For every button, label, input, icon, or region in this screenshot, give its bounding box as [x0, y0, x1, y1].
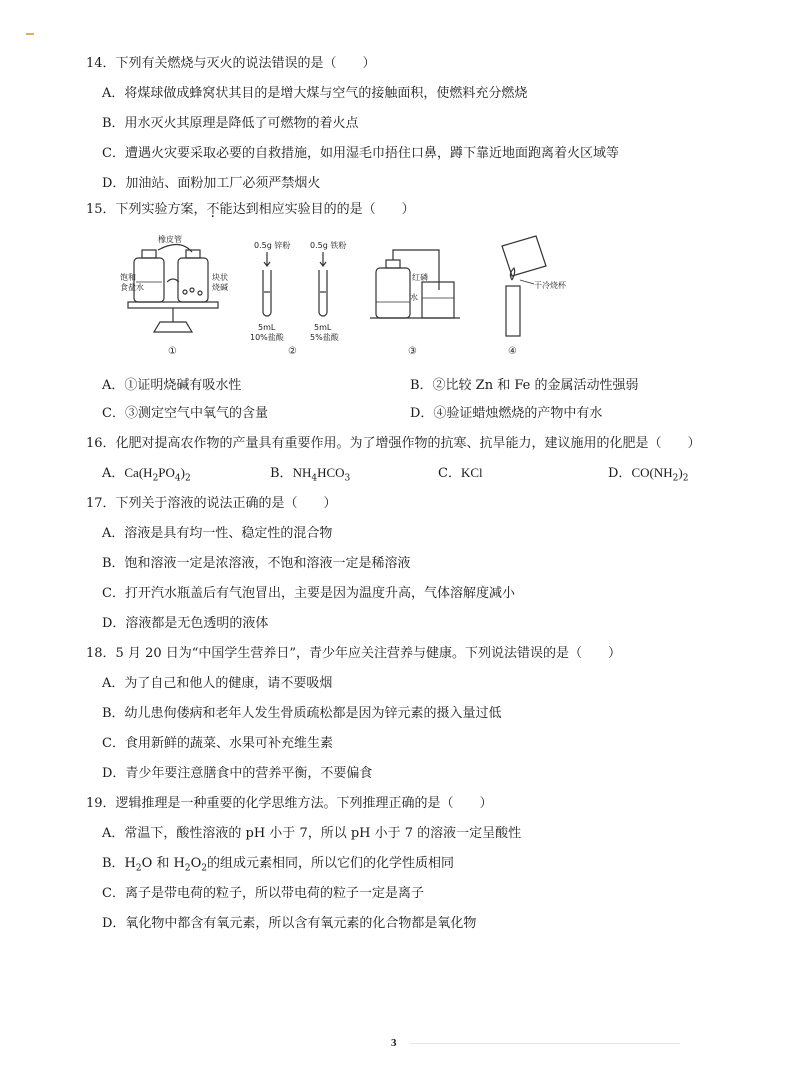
- corner-mark: [26, 33, 34, 35]
- question-14-stem: 14．下列有关燃烧与灭火的说法错误的是（ ）: [86, 56, 376, 71]
- q18-option-c: C．食用新鲜的蔬菜、水果可补充维生素: [102, 736, 333, 751]
- q19-option-b: B．$H_2O$ 和 $H_2O_2$的组成元素相同，所以它们的化学性质相同: [102, 856, 455, 874]
- q18-option-b: B．幼儿患佝偻病和老年人发生骨质疏松都是因为锌元素的摄入量过低: [102, 706, 502, 721]
- fig3-label-2: 水: [410, 293, 418, 302]
- q16-option-b: B．$NH_4HCO_3$: [270, 465, 351, 484]
- question-15-stem: [86, 198, 415, 217]
- q19-option-d: D．氧化物中都含有氧元素，所以含有氧元素的化合物都是氧化物: [102, 916, 477, 931]
- fig2-label-bottom-2b: 5%盐酸: [310, 333, 339, 342]
- figure-2-test-tubes: [263, 252, 327, 316]
- page-number: 3: [391, 1037, 397, 1049]
- q19-option-a: A．常温下，酸性溶液的 pH 小于 7，所以 pH 小于 7 的溶液一定呈酸性: [102, 826, 522, 841]
- q17-option-c: C．打开汽水瓶盖后有气泡冒出，主要是因为温度升高，气体溶解度减小: [102, 586, 515, 601]
- fig1-label-left-2: 食盐水: [120, 283, 144, 292]
- q15-option-c: C．③测定空气中氧气的含量: [102, 406, 268, 421]
- q17-option-b: B．饱和溶液一定是浓溶液，不饱和溶液一定是稀溶液: [102, 556, 411, 571]
- q15-apparatus-diagram: [120, 230, 570, 365]
- q16-option-a: A．$Ca(H_2PO_4)_2$: [102, 465, 191, 484]
- figure-3-flask-beaker: [370, 250, 460, 318]
- q15-option-b: B．②比较 Zn 和 Fe 的金属活动性强弱: [410, 378, 639, 393]
- fig2-label-bottom-1a: 5mL: [258, 323, 276, 332]
- footer-divider: [410, 1043, 680, 1044]
- q15-figures: [120, 230, 570, 365]
- q19-option-c: C．离子是带电荷的粒子，所以带电荷的粒子一定是离子: [102, 886, 424, 901]
- question-17-stem: 17．下列关于溶液的说法正确的是（ ）: [86, 496, 337, 511]
- fig1-label-right-1: 块状: [212, 273, 228, 282]
- q18-option-d: D．青少年要注意膳食中的营养平衡，不要偏食: [102, 766, 373, 781]
- fig1-number: ①: [168, 346, 177, 357]
- question-19-stem: 19．逻辑推理是一种重要的化学思维方法。下列推理正确的是（ ）: [86, 796, 493, 811]
- q14-option-b: B．用水灭火其原理是降低了可燃物的着火点: [102, 116, 359, 131]
- q15-option-a: A．①证明烧碱有吸水性: [102, 378, 242, 393]
- fig2-number: ②: [288, 346, 297, 357]
- q16-option-c: C．KCl: [438, 465, 483, 481]
- q18-option-a: A．为了自己和他人的健康，请不要吸烟: [102, 676, 333, 691]
- q15-stem-emphasis: 不能: [206, 202, 233, 217]
- q15-stem-pre: 15．下列实验方案，: [86, 202, 207, 217]
- q16-option-d: D．$CO(NH_2)_2$: [608, 465, 689, 484]
- fig3-number: ③: [408, 346, 417, 357]
- q17-option-d: D．溶液都是无色透明的液体: [102, 616, 269, 631]
- fig2-label-top-2: 0.5g 铁粉: [310, 241, 347, 250]
- fig1-label-left-1: 饱和: [120, 273, 136, 282]
- fig4-label-1: 干冷烧杯: [534, 281, 566, 290]
- fig2-label-bottom-2a: 5mL: [314, 323, 332, 332]
- fig2-label-top-1: 0.5g 锌粉: [254, 241, 291, 250]
- q17-option-a: A．溶液是具有均一性、稳定性的混合物: [102, 526, 333, 541]
- q15-option-d: D．④验证蜡烛燃烧的产物中有水: [410, 406, 603, 421]
- fig2-label-bottom-1b: 10%盐酸: [250, 333, 284, 342]
- fig3-label-1: 红磷: [412, 273, 428, 282]
- q15-stem-post: 达到相应实验目的的是（ ）: [232, 202, 415, 217]
- q14-option-c: C．遭遇火灾要采取必要的自救措施，如用湿毛巾捂住口鼻，蹲下靠近地面跑离着火区域等: [102, 146, 619, 161]
- fig1-label-right-2: 烧碱: [212, 283, 228, 292]
- fig1-label-top: 橡皮管: [158, 235, 182, 244]
- question-16-stem: 16．化肥对提高农作物的产量具有重要作用。为了增强作物的抗寒、抗旱能力，建议施用的化肥是（ ）: [86, 436, 701, 451]
- question-18-stem: 18．5 月 20 日为“中国学生营养日”，青少年应关注营养与健康。下列说法错误的是（ ）: [86, 646, 622, 661]
- q14-option-d: D．加油站、面粉加工厂必须严禁烟火: [102, 176, 321, 191]
- fig4-number: ④: [508, 346, 517, 357]
- q14-option-a: A．将煤球做成蜂窝状其目的是增大煤与空气的接触面积，使燃料充分燃烧: [102, 86, 528, 101]
